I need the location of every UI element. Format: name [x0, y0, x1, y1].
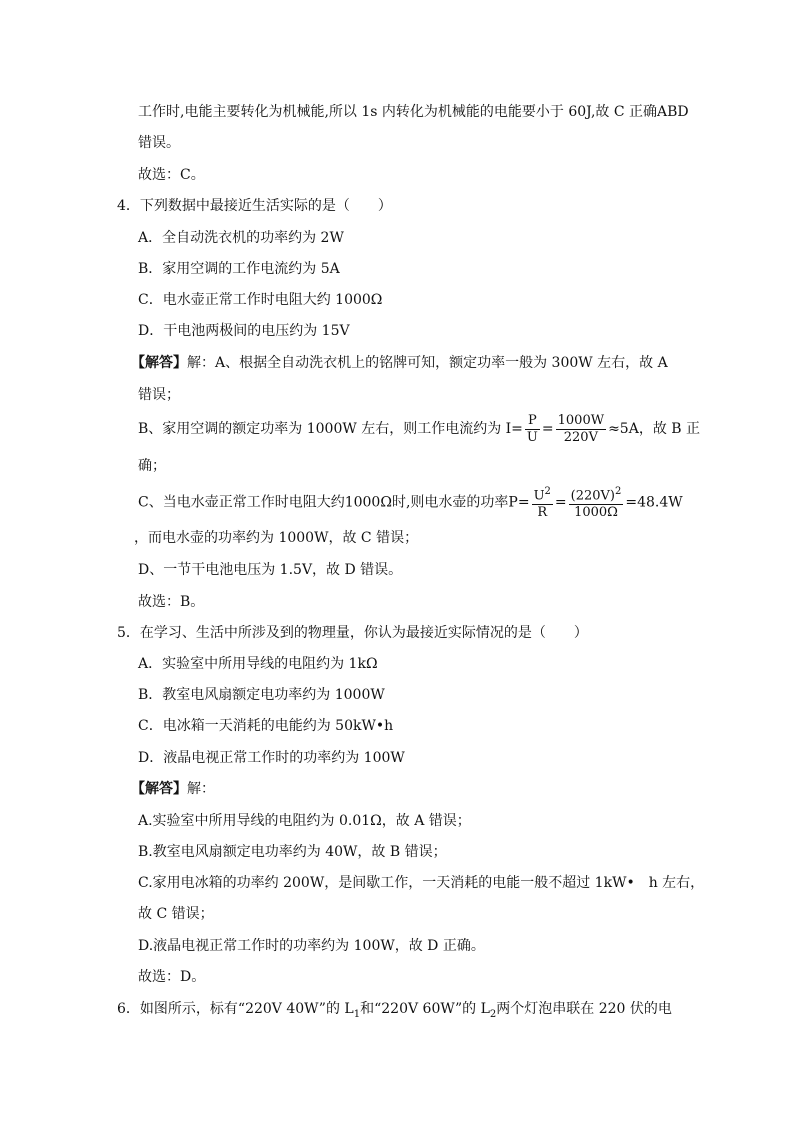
- q4-frac3-num-base: U: [533, 488, 545, 504]
- q4-solution-b-post: ≈5A，故 B 正: [608, 421, 701, 437]
- q4-solution-a-text: 解：A、根据全自动洗衣机上的铭牌可知，额定功率一般为 300W 左右，故 A: [187, 355, 668, 371]
- q4-frac3-denominator: R: [537, 505, 548, 521]
- q4-frac3-num-exp: 2: [544, 486, 551, 497]
- q5-option-b: B．教室电风扇额定电功率约为 1000W: [138, 687, 385, 703]
- q4-stem: 4．下列数据中最接近生活实际的是（ ）: [117, 198, 392, 214]
- q4-solution-b-line-2: 确；: [138, 458, 166, 474]
- q4-option-a: A．全自动洗衣机的功率约为 2W: [138, 230, 344, 246]
- q5-solution-b: B.教室电风扇额定电功率约为 40W，故 B 错误；: [138, 844, 447, 860]
- q4-frac2-numerator: 1000W: [557, 412, 605, 428]
- q5-option-c: C．电冰箱一天消耗的电能约为 50kW•h: [138, 718, 394, 734]
- q4-solution-c-post: =48.4W: [625, 494, 683, 511]
- q4-solution-c-line-1: C、当电水壶正常工作时电阻大约1000Ω时,则电水壶的功率P= $\frac{U^2}{R}$ = $\frac{(220V)^2}{1000\Omega}$ =48.4W: [138, 486, 683, 521]
- q6-stem: [117, 999, 672, 1025]
- q5-solution-c-line-2: 故 C 错误；: [138, 906, 214, 922]
- q4-frac2-denominator: 220V: [563, 429, 598, 445]
- q6-stem-pre: 6．如图所示，标有“220V 40W”的 L: [117, 1001, 354, 1017]
- q4-frac1-numerator: P: [525, 413, 540, 430]
- q4-frac4-num-base: (220V): [570, 488, 615, 504]
- q5-solution-header: [131, 779, 215, 799]
- q4-option-b: B．家用空调的工作电流约为 5A: [138, 261, 340, 277]
- q6-sub-2: 2: [489, 1008, 497, 1020]
- q4-fraction-u2-over-r: [532, 484, 553, 521]
- q4-solution-c-line-2: ，而电水壶的功率约为 1000W，故 C 错误；: [134, 530, 419, 546]
- q4-solution-b-line-1: B、家用空调的额定功率为 1000W 左右，则工作电流约为 I= $\frac{P}{U}$ = $\frac{1000W}{220V}$ ≈5A，故 B 正: [138, 412, 701, 445]
- q5-solution-d: D.液晶电视正常工作时的功率约为 100W，故 D 正确。: [138, 938, 485, 954]
- prev-answer: 故选：C。: [138, 167, 205, 183]
- prev-solution-line-1: 工作时,电能主要转化为机械能,所以 1s 内转化为机械能的电能要小于 60J,故 C 正确ABD: [138, 104, 689, 120]
- q5-option-a: A．实验室中所用导线的电阻约为 1kΩ: [138, 656, 378, 672]
- q4-solution-a-line-2: 错误；: [138, 387, 180, 403]
- q4-frac4-denominator: 1000Ω: [574, 505, 618, 521]
- q5-stem: 5．在学习、生活中所涉及到的物理量，你认为最接近实际情况的是（ ）: [117, 625, 588, 641]
- q6-stem-post: 两个灯泡串联在 220 伏的电: [496, 1001, 672, 1017]
- q5-solution-tag: 【解答】: [131, 781, 187, 797]
- q5-option-d: D．液晶电视正常工作时的功率约为 100W: [138, 750, 405, 766]
- q4-fraction-p-over-u: [525, 413, 540, 446]
- q4-solution-a-line-1: [131, 353, 668, 373]
- q4-frac4-num-exp: 2: [615, 486, 622, 497]
- q4-solution-c-pre: C、当电水壶正常工作时电阻大约1000Ω时,则电水壶的功率P=: [138, 494, 530, 511]
- q5-solution-tag-rest: 解：: [187, 781, 215, 797]
- q4-solution-d: D、一节干电池电压为 1.5V，故 D 错误。: [138, 562, 403, 578]
- q5-answer: 故选：D。: [138, 969, 206, 985]
- q4-fraction-1000w-over-220v: [556, 413, 606, 446]
- q4-solution-tag: 【解答】: [131, 355, 187, 371]
- q4-option-c: C．电水壶正常工作时电阻大约 1000Ω: [138, 292, 383, 308]
- q4-frac3-numerator: [532, 484, 553, 505]
- q4-fraction-220v2-over-1000: [569, 484, 624, 521]
- q4-option-d: D．干电池两极间的电压约为 15V: [138, 323, 350, 339]
- prev-solution-line-2: 错误。: [138, 135, 180, 151]
- q4-frac1-denominator: U: [526, 429, 538, 445]
- q4-answer: 故选：B。: [138, 594, 205, 610]
- q5-solution-a: A.实验室中所用导线的电阻约为 0.01Ω，故 A 错误；: [138, 813, 471, 829]
- q6-sub-1: 1: [353, 1008, 361, 1020]
- q6-stem-mid: 和“220V 60W”的 L: [360, 1001, 490, 1017]
- q4-solution-b-pre: B、家用空调的额定功率为 1000W 左右，则工作电流约为 I=: [138, 421, 523, 437]
- q5-solution-c-line-1: C.家用电冰箱的功率约 200W，是间歇工作，一天消耗的电能一般不超过 1kW• h 左右，: [138, 875, 705, 891]
- q4-frac4-numerator: [569, 484, 624, 505]
